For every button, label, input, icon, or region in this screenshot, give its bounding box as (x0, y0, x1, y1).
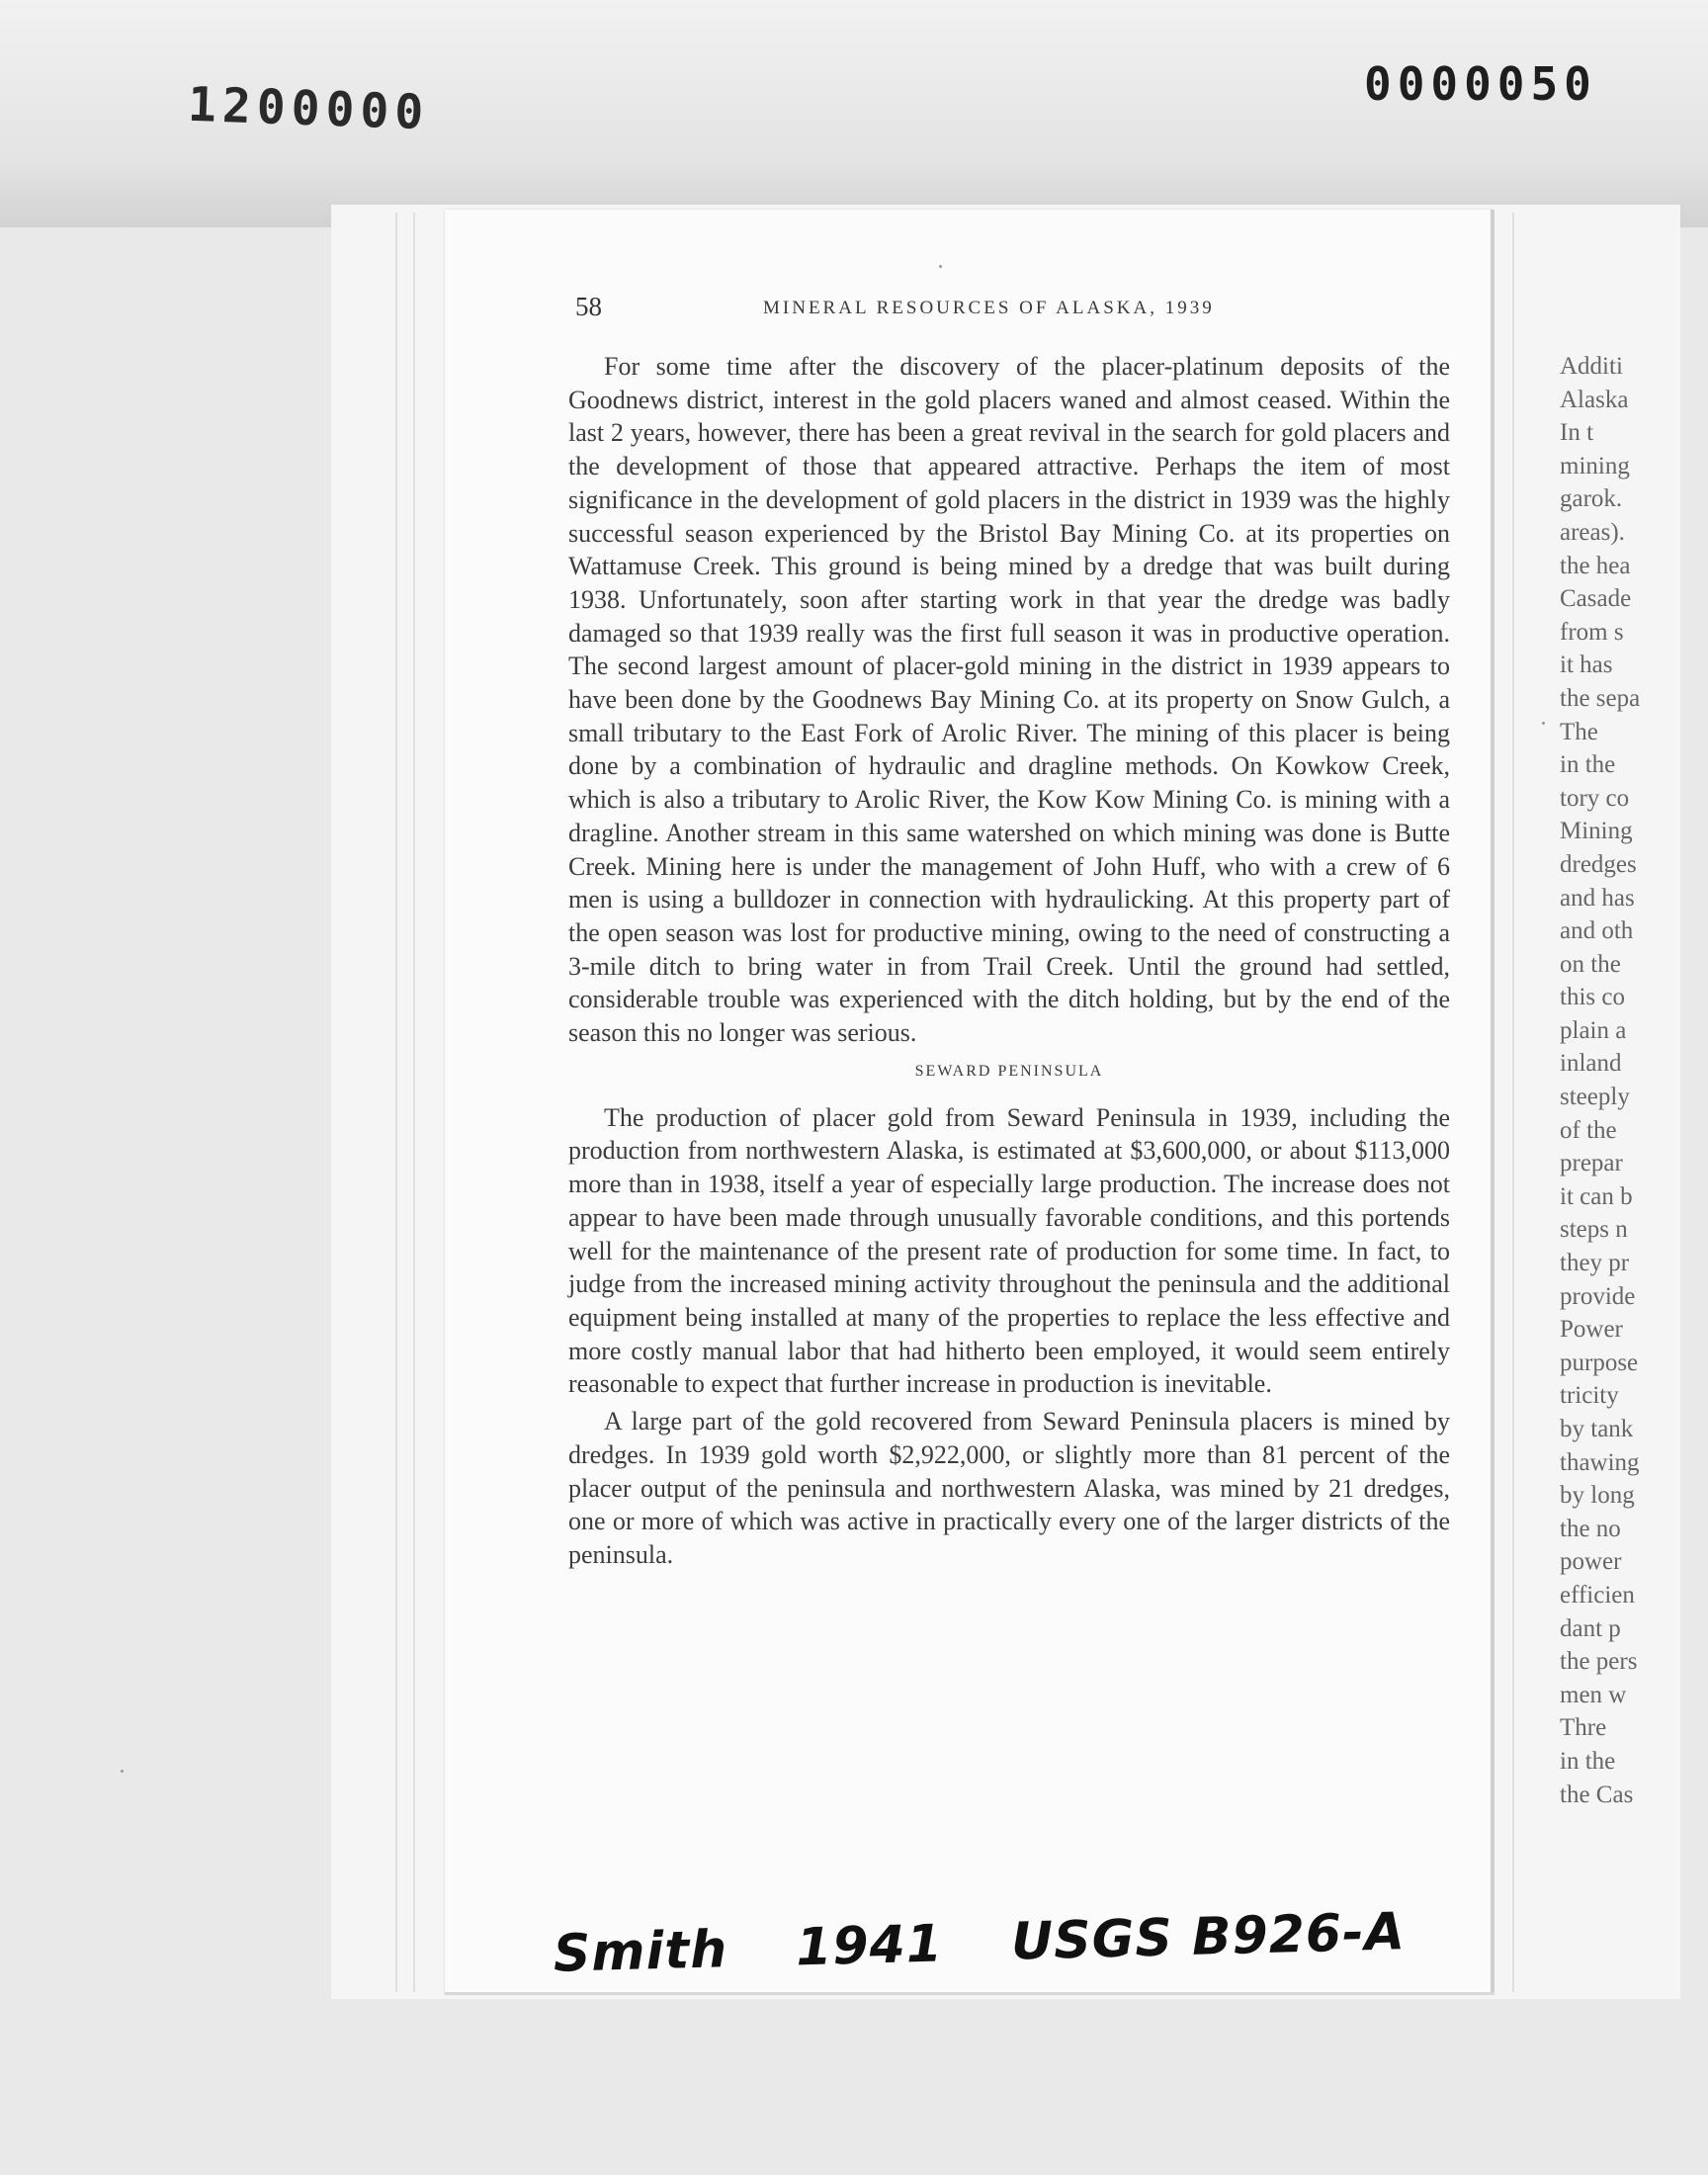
adjacent-line-fragment: thawing (1560, 1448, 1640, 1476)
main-text-column (568, 350, 1450, 1572)
adjacent-line-fragment: purpose (1560, 1348, 1639, 1376)
paragraph-seward-production: The production of placer gold from Seward Peninsula in 1939, including the production from northwestern Alaska, is estimated at $3,600,000, or about $113,000 more than in 1938, itself a year of especially large production. The increase does not appear to have been made through unusually favorable conditions, and this portends well for the maintenance of the present rate of production for some time. In fact, to judge from the increased mining activity throughout the peninsula and the additional equipment being installed at many of the properties to replace the less effective and more costly manual labor that had hitherto been employed, it would seem entirely reasonable to expect that further increase in production is inevitable. (568, 1102, 1450, 1399)
citation-author: Smith (553, 1920, 728, 1984)
adjacent-line-fragment: and oth (1560, 917, 1634, 945)
adjacent-line-fragment: tricity (1560, 1382, 1619, 1410)
adjacent-line-fragment: they pr (1560, 1250, 1630, 1277)
adjacent-line-fragment: the hea (1560, 552, 1631, 579)
adjacent-line-fragment: prepar (1560, 1150, 1623, 1177)
page-edge-line (1512, 213, 1514, 1992)
adjacent-line-fragment: power (1560, 1548, 1622, 1576)
adjacent-line-fragment: in the (1560, 751, 1616, 779)
adjacent-line-fragment: dant p (1560, 1614, 1621, 1642)
adjacent-line-fragment: of the (1560, 1116, 1617, 1144)
adjacent-line-fragment: mining (1560, 452, 1630, 479)
adjacent-line-fragment: tory co (1560, 784, 1630, 812)
running-title: MINERAL RESOURCES OF ALASKA, 1939 (763, 298, 1215, 318)
adjacent-line-fragment: inland (1560, 1050, 1622, 1078)
adjacent-line-fragment: by long (1560, 1482, 1635, 1510)
adjacent-line-fragment: the pers (1560, 1648, 1638, 1676)
adjacent-line-fragment: Thre (1560, 1714, 1607, 1742)
adjacent-line-fragment: it has (1560, 652, 1613, 679)
scan-speck (939, 265, 942, 268)
adjacent-line-fragment: men w (1560, 1681, 1627, 1708)
section-heading: SEWARD PENINSULA (914, 1062, 1104, 1080)
adjacent-line-fragment: plain a (1560, 1016, 1627, 1044)
adjacent-line-fragment: by tank (1560, 1416, 1634, 1442)
adjacent-line-fragment: In t (1560, 419, 1594, 447)
frame-stamp-left: 1200000 (187, 76, 431, 141)
adjacent-line-fragment: Alaska (1560, 386, 1629, 413)
adjacent-line-fragment: and has (1560, 884, 1635, 912)
adjacent-line-fragment: areas). (1560, 518, 1625, 546)
adjacent-line-fragment: efficien (1560, 1581, 1635, 1609)
adjacent-line-fragment: the no (1560, 1515, 1621, 1542)
adjacent-line-fragment: Mining (1560, 818, 1633, 845)
page-fold-shadow (1491, 210, 1494, 1994)
adjacent-line-fragment: steeply (1560, 1084, 1630, 1111)
scan-speck (1542, 722, 1545, 725)
scan-speck (121, 1770, 124, 1773)
adjacent-line-fragment: The (1560, 718, 1598, 745)
adjacent-line-fragment: the Cas (1560, 1781, 1634, 1808)
page-edge-line (413, 213, 415, 1992)
adjacent-line-fragment: steps n (1560, 1216, 1628, 1244)
running-header (575, 292, 1455, 331)
adjacent-line-fragment: it can b (1560, 1182, 1633, 1210)
adjacent-line-fragment: from s (1560, 618, 1624, 646)
adjacent-line-fragment: Casade (1560, 585, 1632, 613)
frame-stamp-right: 0000050 (1364, 57, 1597, 111)
adjacent-line-fragment: in the (1560, 1747, 1616, 1775)
page-edge-line (395, 213, 397, 1992)
adjacent-line-fragment: dredges (1560, 850, 1637, 878)
adjacent-line-fragment: provide (1560, 1282, 1636, 1310)
paragraph-dredges: A large part of the gold recovered from Seward Peninsula placers is mined by dredges. In 1939 gold worth $2,922,000, or slightly more than 81 percent of the placer output of the peninsula and northwestern Alaska, was mined by 21 dredges, one or more of which was active in practically every one of the larger districts of the peninsula. (568, 1407, 1450, 1569)
adjacent-line-fragment: Additi (1560, 353, 1623, 380)
adjacent-line-fragment: on the (1560, 950, 1621, 978)
adjacent-line-fragment: garok. (1560, 485, 1623, 513)
citation-reference: USGS B926-A (1010, 1902, 1407, 1972)
page-number: 58 (575, 292, 602, 321)
adjacent-line-fragment: Power (1560, 1316, 1623, 1344)
adjacent-line-fragment: the sepa (1560, 684, 1641, 712)
adjacent-page-text (1560, 350, 1678, 1833)
citation-year: 1941 (795, 1914, 944, 1978)
paragraph-goodnews-district: For some time after the discovery of the placer-platinum deposits of the Goodnews district, interest in the gold placers waned and almost ceased. Within the last 2 years, however, there has been a great revival in the search for gold placers and the development of those that appeared attractive. Perhaps the item of most significance in the development of gold placers in the district in 1939 was the highly successful season experienced by the Bristol Bay Mining Co. at its properties on Wattamuse Creek. This ground is being mined by a dredge that was built during 1938. Unfortunately, soon after starting work in that year the dredge was badly damaged so that 1939 really was the first full season it was in productive operation. The second largest amount of placer-gold mining in the district in 1939 appears to have been done by the Goodnews Bay Mining Co. at its property on Snow Gulch, a small tributary to the East Fork of Arolic River. The mining of this placer is being done by a combination of hydraulic and dragline methods. On Kowkow Creek, which is also a tributary to Arolic River, the Kow Kow Mining Co. is mining with a dragline. Another stream in this same watershed on which mining was done is Butte Creek. Mining here is under the management of John Huff, who with a crew of 6 men is using a bulldozer in connection with hydraulicking. At this property part of the open season was lost for productive mining, owing to the need of constructing a 3-mile ditch to bring water in from Trail Creek. Until the ground had settled, considerable trouble was experienced with the ditch holding, but by the end of the season this no longer was serious. (568, 352, 1450, 1048)
adjacent-line-fragment: this co (1560, 984, 1625, 1011)
